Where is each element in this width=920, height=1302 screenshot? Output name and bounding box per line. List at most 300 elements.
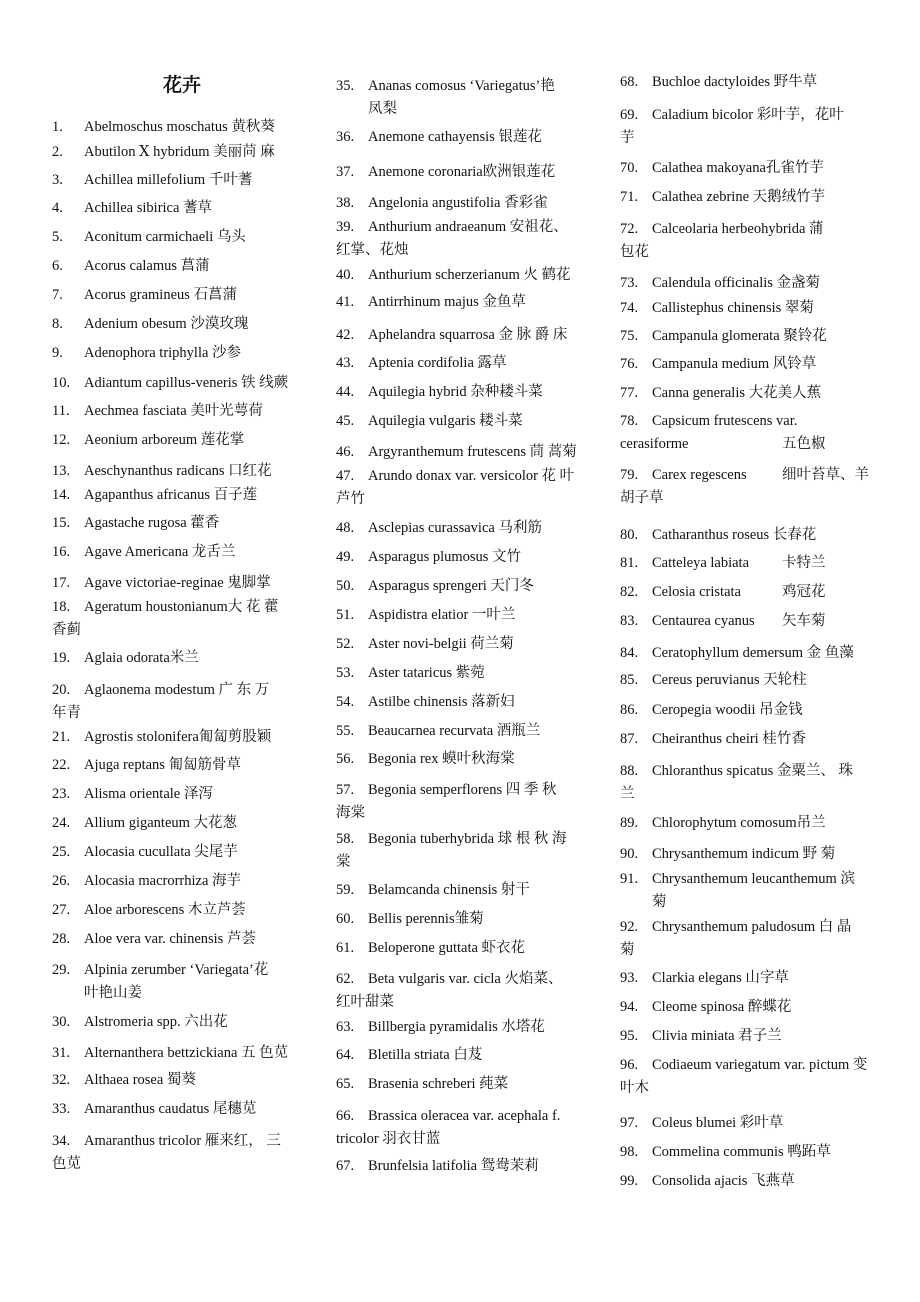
entry-continuation-text: cerasiforme xyxy=(620,436,689,452)
list-item xyxy=(52,226,307,249)
entry-number: 88. xyxy=(620,763,639,779)
entry-text: Amaranthus tricolor 雁来红， 三 xyxy=(84,1133,281,1149)
entry-line xyxy=(52,870,307,893)
entry-text: Aspidistra elatior 一叶兰 xyxy=(368,607,516,623)
entry-number: 59. xyxy=(336,882,355,898)
list-item xyxy=(620,297,888,320)
entry-text: Aeonium arboreum 莲花掌 xyxy=(84,432,245,448)
entry-continuation-text: 胡子草 xyxy=(620,490,664,506)
entry-text: Aphelandra squarrosa 金 脉 爵 床 xyxy=(368,327,568,343)
entry-number: 41. xyxy=(336,294,355,310)
entry-text: Bletilla striata 白芨 xyxy=(368,1047,483,1063)
entry-text: Campanula glomerata 聚铃花 xyxy=(652,328,827,344)
entry-text: Consolida ajacis 飞燕草 xyxy=(652,1173,795,1189)
entry-chinese-name: 五色椒 xyxy=(782,436,826,452)
entry-text: Anemone cathayensis 银莲花 xyxy=(368,129,542,145)
entry-text: Carex regescens xyxy=(652,467,747,483)
entry-line xyxy=(52,400,307,423)
list-item xyxy=(336,352,598,375)
entry-chinese-name: 鸡冠花 xyxy=(782,584,826,600)
entry-text: Angelonia angustifolia 香彩雀 xyxy=(368,195,548,211)
entry-continuation xyxy=(336,851,598,873)
entry-line xyxy=(620,552,888,575)
entry-number: 58. xyxy=(336,831,355,847)
entry-line xyxy=(620,524,888,547)
entry-number: 54. xyxy=(336,694,355,710)
list-item xyxy=(336,604,598,627)
entry-line xyxy=(336,192,598,215)
list-item xyxy=(336,517,598,540)
entry-text: Clivia miniata 君子兰 xyxy=(652,1028,782,1044)
entry-continuation-text: 香蓟 xyxy=(52,622,81,638)
entry-number: 68. xyxy=(620,74,639,90)
list-item xyxy=(336,1155,598,1178)
list-item xyxy=(620,728,888,751)
list-item xyxy=(52,726,307,749)
list-item xyxy=(52,596,307,641)
entry-number: 87. xyxy=(620,731,639,747)
list-item xyxy=(336,264,598,287)
entry-line xyxy=(336,575,598,598)
list-item xyxy=(52,572,307,595)
entry-text: Arundo donax var. versicolor 花 叶 xyxy=(368,468,575,484)
entry-line xyxy=(52,1130,307,1153)
entry-continuation xyxy=(620,127,888,149)
list-item xyxy=(620,524,888,547)
entry-text: Callistephus chinensis 翠菊 xyxy=(652,300,814,316)
entry-line xyxy=(52,141,307,164)
entry-text: Agave victoriae-reginae 鬼脚掌 xyxy=(84,575,271,591)
entry-line xyxy=(336,291,598,314)
entry-line xyxy=(336,546,598,569)
entry-line xyxy=(620,916,888,939)
entry-text: Anthurium andraeanum 安祖花、 xyxy=(368,219,568,235)
entry-text: Aechmea fasciata 美叶光萼荷 xyxy=(84,403,263,419)
list-item xyxy=(336,908,598,931)
entry-text: Amaranthus caudatus 尾穗苋 xyxy=(84,1101,257,1117)
entry-line xyxy=(336,465,598,488)
list-item xyxy=(620,186,888,209)
entry-continuation-text: 菊 xyxy=(652,894,667,910)
list-item xyxy=(620,669,888,692)
entry-text: Aptenia cordifolia 露草 xyxy=(368,355,507,371)
entry-continuation-text: 芋 xyxy=(620,130,635,146)
list-item xyxy=(336,879,598,902)
list-item xyxy=(52,1098,307,1121)
entry-text: Adiantum capillus-veneris 铁 线蕨 xyxy=(84,375,289,391)
entry-text: Brasenia schreberi 莼菜 xyxy=(368,1076,509,1092)
entry-line xyxy=(620,218,888,241)
list-item xyxy=(620,552,888,575)
entry-continuation-text: 芦竹 xyxy=(336,491,365,507)
entry-chinese-name: 细叶苔草、羊 xyxy=(782,467,869,483)
entry-continuation xyxy=(620,939,888,961)
entry-number: 46. xyxy=(336,444,355,460)
entry-chinese-name: 矢车菊 xyxy=(782,613,826,629)
entry-number: 20. xyxy=(52,682,71,698)
entry-line xyxy=(336,968,598,991)
entry-line xyxy=(620,669,888,692)
entry-number: 79. xyxy=(620,467,639,483)
list-item xyxy=(52,841,307,864)
entry-line xyxy=(620,1112,888,1135)
list-item xyxy=(52,1042,307,1065)
entry-line xyxy=(52,572,307,595)
list-item xyxy=(336,691,598,714)
entry-text: Catharanthus roseus 长春花 xyxy=(652,527,817,543)
entry-continuation-text: 叶艳山姜 xyxy=(84,985,142,1001)
entry-number: 15. xyxy=(52,515,71,531)
entry-text: Agastache rugosa 藿香 xyxy=(84,515,220,531)
entry-text: Beaucarnea recurvata 酒瓶兰 xyxy=(368,723,541,739)
entry-text: Aloe vera var. chinensis 芦荟 xyxy=(84,931,256,947)
entry-line xyxy=(620,353,888,376)
entry-text: Beloperone guttata 虾衣花 xyxy=(368,940,526,956)
entry-number: 40. xyxy=(336,267,355,283)
entry-text: Alternanthera bettzickiana 五 色苋 xyxy=(84,1045,289,1061)
entry-continuation xyxy=(336,488,598,510)
entry-line xyxy=(336,604,598,627)
entry-continuation xyxy=(336,802,598,824)
list-item xyxy=(336,662,598,685)
list-item xyxy=(52,754,307,777)
entry-number: 66. xyxy=(336,1108,355,1124)
entry-number: 65. xyxy=(336,1076,355,1092)
entry-number: 73. xyxy=(620,275,639,291)
entry-text: Calathea makoyana孔雀竹芋 xyxy=(652,160,824,176)
entry-text: Asclepias curassavica 马利筋 xyxy=(368,520,542,536)
entry-number: 51. xyxy=(336,607,355,623)
entry-text: Agave Americana 龙舌兰 xyxy=(84,544,236,560)
entry-continuation xyxy=(52,619,307,641)
entry-text: Capsicum frutescens var. xyxy=(652,413,798,429)
entry-continuation xyxy=(52,702,307,724)
entry-line xyxy=(620,186,888,209)
list-item xyxy=(336,1044,598,1067)
entry-number: 19. xyxy=(52,650,71,666)
entry-continuation xyxy=(620,241,888,263)
list-item xyxy=(620,916,888,961)
entry-text: Achillea sibirica 蓍草 xyxy=(84,200,213,216)
entry-line xyxy=(620,1054,888,1077)
entry-number: 16. xyxy=(52,544,71,560)
entry-continuation-text: tricolor 羽衣甘蓝 xyxy=(336,1131,441,1147)
list-item xyxy=(52,141,307,164)
entry-line xyxy=(620,325,888,348)
entry-continuation-text: 红掌、花烛 xyxy=(336,242,409,258)
entry-number: 74. xyxy=(620,300,639,316)
entry-line xyxy=(336,879,598,902)
entry-text: Coleus blumei 彩叶草 xyxy=(652,1115,784,1131)
entry-line xyxy=(620,71,888,94)
list-item xyxy=(336,410,598,433)
entry-number: 77. xyxy=(620,385,639,401)
entry-number: 53. xyxy=(336,665,355,681)
entry-continuation xyxy=(52,982,307,1004)
list-item xyxy=(620,1025,888,1048)
entry-line xyxy=(620,410,888,433)
entry-text: Begonia semperflorens 四 季 秋 xyxy=(368,782,557,798)
entry-line xyxy=(52,313,307,336)
entry-line xyxy=(52,959,307,982)
entry-number: 63. xyxy=(336,1019,355,1035)
entry-continuation-text: 叶木 xyxy=(620,1080,649,1096)
entry-continuation-text: 海棠 xyxy=(336,805,365,821)
entry-continuation-text: 棠 xyxy=(336,854,351,870)
entry-number: 42. xyxy=(336,327,355,343)
entry-number: 38. xyxy=(336,195,355,211)
list-item xyxy=(52,313,307,336)
entry-text: Acorus gramineus 石菖蒲 xyxy=(84,287,238,303)
entry-line xyxy=(52,484,307,507)
list-item xyxy=(52,284,307,307)
entry-text: Argyranthemum frutescens 茼 蒿菊 xyxy=(368,444,577,460)
entry-line xyxy=(336,779,598,802)
list-item xyxy=(52,812,307,835)
entry-number: 80. xyxy=(620,527,639,543)
entry-line xyxy=(336,75,598,98)
list-item xyxy=(620,868,888,913)
list-item xyxy=(620,71,888,94)
entry-number: 17. xyxy=(52,575,71,591)
entry-text: Cereus peruvianus 天轮柱 xyxy=(652,672,807,688)
entry-number: 76. xyxy=(620,356,639,372)
list-item xyxy=(620,382,888,405)
entry-text: Antirrhinum majus 金鱼草 xyxy=(368,294,526,310)
entry-continuation-text: 包花 xyxy=(620,244,649,260)
page-title: 花卉 xyxy=(163,74,202,96)
entry-text: Agapanthus africanus 百子莲 xyxy=(84,487,258,503)
entry-number: 28. xyxy=(52,931,71,947)
entry-continuation xyxy=(620,487,888,509)
entry-text: Brassica oleracea var. acephala f. xyxy=(368,1108,561,1124)
entry-text: Brunfelsia latifolia 鸳鸯茉莉 xyxy=(368,1158,539,1174)
entry-text: Aglaia odorata米兰 xyxy=(84,650,199,666)
entry-number: 72. xyxy=(620,221,639,237)
entry-number: 89. xyxy=(620,815,639,831)
list-item xyxy=(620,464,888,509)
entry-text: Ceropegia woodii 吊金钱 xyxy=(652,702,803,718)
entry-continuation xyxy=(52,1153,307,1175)
list-item xyxy=(336,192,598,215)
list-item xyxy=(52,484,307,507)
entry-line xyxy=(52,255,307,278)
entry-line xyxy=(336,1073,598,1096)
entry-text: Canna generalis 大花美人蕉 xyxy=(652,385,822,401)
entry-line xyxy=(336,441,598,464)
entry-text: Bellis perennis雏菊 xyxy=(368,911,484,927)
entry-number: 8. xyxy=(52,316,63,332)
entry-number: 83. xyxy=(620,613,639,629)
list-item xyxy=(620,325,888,348)
list-item xyxy=(620,610,888,633)
entry-number: 98. xyxy=(620,1144,639,1160)
entry-line xyxy=(336,937,598,960)
list-item xyxy=(336,828,598,873)
entry-text: Aloe arborescens 木立芦荟 xyxy=(84,902,246,918)
entry-text: Chrysanthemum indicum 野 菊 xyxy=(652,846,836,862)
list-item xyxy=(620,843,888,866)
list-item xyxy=(52,197,307,220)
entry-number: 7. xyxy=(52,287,63,303)
entry-number: 13. xyxy=(52,463,71,479)
list-item xyxy=(52,255,307,278)
list-item xyxy=(620,1112,888,1135)
list-item xyxy=(52,1011,307,1034)
list-item xyxy=(336,441,598,464)
entry-number: 14. xyxy=(52,487,71,503)
list-item xyxy=(52,1130,307,1175)
list-item xyxy=(620,1141,888,1164)
entry-number: 21. xyxy=(52,729,71,745)
entry-number: 39. xyxy=(336,219,355,235)
entry-continuation xyxy=(620,891,888,913)
entry-line xyxy=(336,691,598,714)
list-item xyxy=(52,928,307,951)
list-item xyxy=(52,342,307,365)
entry-line xyxy=(52,284,307,307)
entry-text: Achillea millefolium 千叶蓍 xyxy=(84,172,253,188)
list-item xyxy=(336,75,598,120)
entry-text: Chloranthus spicatus 金粟兰、 珠 xyxy=(652,763,853,779)
entry-text: Belamcanda chinensis 射干 xyxy=(368,882,530,898)
entry-line xyxy=(336,517,598,540)
entry-number: 67. xyxy=(336,1158,355,1174)
entry-number: 94. xyxy=(620,999,639,1015)
list-item xyxy=(620,1054,888,1099)
entry-line xyxy=(336,381,598,404)
list-item xyxy=(52,899,307,922)
entry-line xyxy=(336,324,598,347)
entry-text: Allium giganteum 大花葱 xyxy=(84,815,238,831)
entry-text: Adenium obesum 沙漠玫瑰 xyxy=(84,316,249,332)
entry-number: 10. xyxy=(52,375,71,391)
entry-line xyxy=(336,633,598,656)
list-item xyxy=(52,1069,307,1092)
entry-line xyxy=(620,1141,888,1164)
entry-line xyxy=(336,216,598,239)
list-item xyxy=(620,812,888,835)
list-item xyxy=(336,633,598,656)
entry-line xyxy=(52,783,307,806)
entry-number: 45. xyxy=(336,413,355,429)
list-item xyxy=(336,937,598,960)
entry-text: Commelina communis 鸭跖草 xyxy=(652,1144,831,1160)
entry-text: Aquilegia hybrid 杂种耧斗菜 xyxy=(368,384,543,400)
entry-line xyxy=(336,410,598,433)
entry-line xyxy=(620,104,888,127)
entry-number: 61. xyxy=(336,940,355,956)
entry-text: Ageratum houstonianum大 花 藿 xyxy=(84,599,279,615)
list-item xyxy=(336,465,598,510)
list-item xyxy=(52,116,307,139)
entry-text: Acorus calamus 菖蒲 xyxy=(84,258,210,274)
list-item xyxy=(52,429,307,452)
list-item xyxy=(52,169,307,192)
entry-line xyxy=(336,748,598,771)
entry-text: Catteleya labiata xyxy=(652,555,750,571)
list-item xyxy=(52,372,307,395)
entry-text: Aster tataricus 紫菀 xyxy=(368,665,485,681)
entry-line xyxy=(620,382,888,405)
entry-line xyxy=(336,1044,598,1067)
entry-continuation-text: 红叶甜菜 xyxy=(336,994,394,1010)
entry-text: Alpinia zerumber ‘Variegata’花 xyxy=(84,962,269,978)
entry-text: Chrysanthemum paludosum 白 晶 xyxy=(652,919,852,935)
entry-number: 85. xyxy=(620,672,639,688)
list-item xyxy=(620,272,888,295)
list-item xyxy=(620,353,888,376)
entry-line xyxy=(52,1011,307,1034)
list-item xyxy=(336,216,598,261)
entry-continuation-text: 年青 xyxy=(52,705,81,721)
entry-line xyxy=(52,679,307,702)
entry-continuation-text: 色苋 xyxy=(52,1156,81,1172)
entry-line xyxy=(336,1016,598,1039)
list-item xyxy=(336,291,598,314)
entry-line xyxy=(52,726,307,749)
entry-number: 57. xyxy=(336,782,355,798)
entry-text: Buchloe dactyloides 野牛草 xyxy=(652,74,818,90)
entry-line xyxy=(52,1069,307,1092)
list-item xyxy=(620,642,888,665)
entry-text: Codiaeum variegatum var. pictum 变 xyxy=(652,1057,868,1073)
entry-line xyxy=(336,662,598,685)
list-item xyxy=(620,218,888,263)
entry-line xyxy=(52,754,307,777)
list-item xyxy=(336,381,598,404)
list-item xyxy=(52,541,307,564)
list-item xyxy=(52,870,307,893)
list-item xyxy=(620,996,888,1019)
entry-line xyxy=(620,297,888,320)
entry-text: Asparagus sprengeri 天门冬 xyxy=(368,578,534,594)
entry-line xyxy=(52,342,307,365)
entry-number: 69. xyxy=(620,107,639,123)
entry-line xyxy=(336,126,598,149)
entry-number: 90. xyxy=(620,846,639,862)
list-item xyxy=(336,1073,598,1096)
entry-line xyxy=(52,928,307,951)
entry-number: 29. xyxy=(52,962,71,978)
entry-text: Celosia cristata xyxy=(652,584,741,600)
entry-number: 23. xyxy=(52,786,71,802)
entry-number: 97. xyxy=(620,1115,639,1131)
entry-text: Begonia tuberhybrida 球 根 秋 海 xyxy=(368,831,567,847)
entry-text: Calathea zebrine 天鹅绒竹芋 xyxy=(652,189,826,205)
entry-number: 60. xyxy=(336,911,355,927)
entry-continuation xyxy=(620,1077,888,1099)
entry-line xyxy=(52,841,307,864)
entry-text: Alstromeria spp. 六出花 xyxy=(84,1014,228,1030)
list-item xyxy=(336,126,598,149)
entry-line xyxy=(336,1105,598,1128)
list-item xyxy=(620,967,888,990)
list-item xyxy=(52,783,307,806)
entry-number: 5. xyxy=(52,229,63,245)
entry-line xyxy=(52,1042,307,1065)
entry-number: 84. xyxy=(620,645,639,661)
entry-number: 37. xyxy=(336,164,355,180)
entry-text: Ajuga reptans 匍匐筋骨草 xyxy=(84,757,242,773)
entry-line xyxy=(52,197,307,220)
list-item xyxy=(52,460,307,483)
entry-number: 1. xyxy=(52,119,63,135)
list-item xyxy=(52,512,307,535)
entry-text: Calceolaria herbeohybrida 蒲 xyxy=(652,221,824,237)
entry-number: 52. xyxy=(336,636,355,652)
entry-line xyxy=(52,169,307,192)
